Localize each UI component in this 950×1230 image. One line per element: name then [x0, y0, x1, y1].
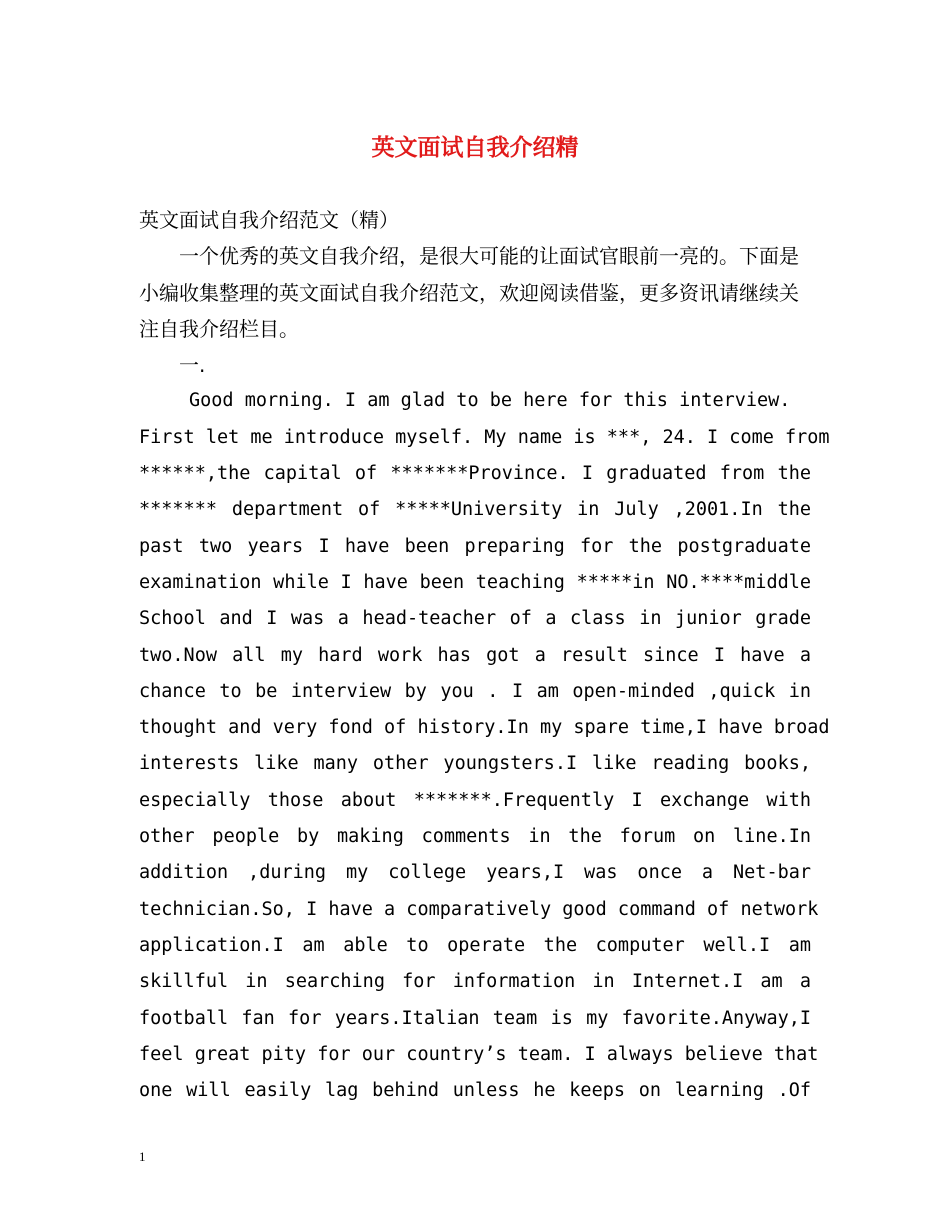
document-title: 英文面试自我介绍精 [371, 134, 579, 161]
document-subtitle: 英文面试自我介绍范文（精） [139, 208, 399, 232]
document-body [139, 202, 830, 1109]
text-line: two.Now all my hard work has got a result since I have a [139, 644, 811, 666]
text-line: School and I was a head-teacher of a class in junior grade [139, 608, 811, 630]
text-line: interests like many other youngsters.I like reading books, [139, 753, 811, 775]
text-line: First let me introduce myself. My name is ***, 24. I come from [139, 426, 830, 448]
text-line: especially those about *******.Frequently I exchange with [139, 789, 811, 811]
section-marker: 一. [179, 353, 206, 378]
text-line: chance to be interview by you . I am open-minded ,quick in [139, 680, 811, 702]
text-line: ******,the capital of *******Province. I graduated from the [139, 463, 811, 485]
text-line: other people by making comments in the forum on line.In [139, 826, 811, 848]
intro-paragraph: 一个优秀的英文自我介绍，是很大可能的让面试官眼前一亮的。下面是小编收集整理的英文面试自我介绍范文，欢迎阅读借鉴，更多资讯请继续关注自我介绍栏目。 [139, 244, 799, 341]
text-line: thought and very fond of history.In my spare time,I have broad [139, 717, 830, 739]
text-line: examination while I have been teaching *****in NO.****middle [139, 571, 811, 593]
text-line: application.I am able to operate the computer well.I am [139, 934, 811, 956]
text-line: technician.So, I have a comparatively good command of network [139, 898, 819, 920]
text-line: football fan for years.Italian team is my favorite.Anyway,I [139, 1007, 811, 1029]
text-line: skillful in searching for information in Internet.I am a [139, 971, 811, 993]
english-paragraph [139, 383, 830, 1109]
text-line: feel great pity for our country’s team. I always believe that [139, 1043, 819, 1065]
text-line: one will easily lag behind unless he keeps on learning .Of [139, 1080, 811, 1102]
text-line: past two years I have been preparing for the postgraduate [139, 535, 811, 557]
page-number: 1 [139, 1149, 146, 1164]
text-line: ******* department of *****University in July ,2001.In the [139, 499, 811, 521]
text-line: Good morning. I am glad to be here for this interview. [189, 390, 791, 412]
text-line: addition ,during my college years,I was once a Net-bar [139, 862, 811, 884]
